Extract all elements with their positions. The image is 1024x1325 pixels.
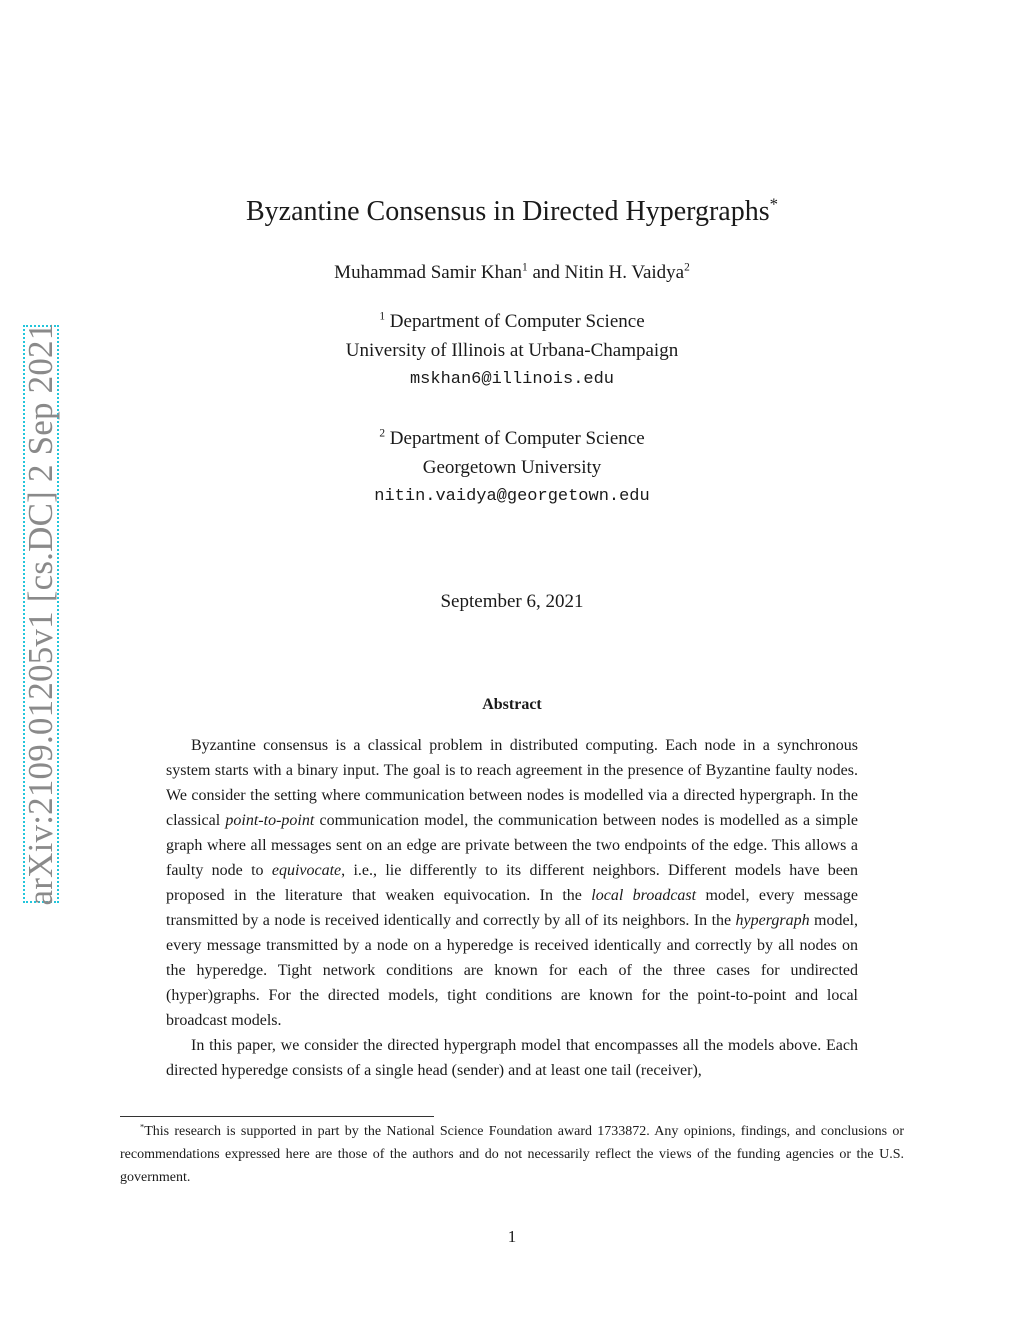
abstract-body: [166, 733, 858, 1083]
author-1: Muhammad Samir Khan: [334, 262, 523, 283]
arxiv-identifier-stamp: [21, 322, 60, 906]
footnote-rule: [120, 1116, 434, 1117]
author-2-mark: 2: [684, 261, 690, 274]
abstract-text: model, every message transmitted by a node on a hyperedge is received identically and correctly by all nodes on the hyperedge. Tight network conditions are known for each of the three cases for undirected (hyper)graphs. For the directed models, tight conditions are known for the point-to-point and local broadcast models.: [166, 912, 858, 1029]
author-line: [0, 262, 1024, 284]
abstract-text: model, every message transmitted by a node is received identically and correctly by all of its neighbors. In the: [166, 887, 858, 929]
abstract-text: communication model, the communication between nodes is modelled as a simple graph where all messages sent on an edge are private between the two endpoints of the edge. This allows a faulty node to: [166, 812, 858, 879]
paper-title: [0, 196, 1024, 228]
abstract-emphasis: point-to-point: [225, 812, 315, 829]
arxiv-identifier: arXiv:2109.01205v1 [cs.DC] 2 Sep 2021: [21, 322, 60, 906]
affiliation-1-university: University of Illinois at Urbana-Champaign: [345, 340, 679, 361]
affiliation-2: [0, 424, 1024, 511]
footnote-text: This research is supported in part by the National Science Foundation award 1733872. Any opinions, findings, and conclusions or recommendations expressed here are those of the authors and do not necessarily reflect the views of the funding agencies or the U.S. government.: [120, 1124, 904, 1185]
author-2: Nitin H. Vaidya: [564, 262, 685, 283]
affiliation-2-email: nitin.vaidya@georgetown.edu: [374, 487, 650, 506]
abstract-emphasis: local broadcast: [591, 887, 697, 904]
abstract-text: Byzantine consensus is a classical problem in distributed computing. Each node in a synchronous system starts with a binary input. The goal is to reach agreement in the presence of Byzantine faulty nodes. We consider the setting where communication between nodes is modelled via a directed hypergraph. In the classical: [166, 737, 858, 829]
affiliation-1: [0, 307, 1024, 394]
abstract-emphasis: hypergraph: [735, 912, 810, 929]
paper-date: September 6, 2021: [440, 591, 584, 612]
abstract-paragraph-2: In this paper, we consider the directed hypergraph model that encompasses all the models above. Each directed hyperedge consists of a single head (sender) and at least one tail (receiver),: [166, 1037, 858, 1079]
affiliation-2-mark: 2: [379, 427, 386, 440]
affiliation-1-department: Department of Computer Science: [389, 311, 645, 332]
abstract-emphasis: equivocate: [271, 862, 342, 879]
author-1-mark: 1: [522, 261, 528, 274]
affiliation-2-department: Department of Computer Science: [389, 428, 645, 449]
paper-title-text: Byzantine Consensus in Directed Hypergraphs: [246, 196, 770, 227]
affiliation-2-university: Georgetown University: [422, 457, 602, 478]
affiliation-1-mark: 1: [379, 310, 386, 323]
affiliation-1-email: mskhan6@illinois.edu: [409, 370, 615, 389]
author-connector: and: [527, 262, 565, 283]
title-footnote-mark: *: [769, 194, 778, 214]
footnote-mark: *: [140, 1122, 145, 1132]
abstract-text: , i.e., lie differently to its different neighbors. Different models have been proposed in the literature that weaken equivocation. In the: [166, 862, 858, 904]
abstract-paragraph-1: [166, 733, 858, 1033]
abstract-heading: Abstract: [482, 696, 542, 713]
page-number: 1: [507, 1227, 517, 1246]
footnote: [120, 1120, 904, 1189]
